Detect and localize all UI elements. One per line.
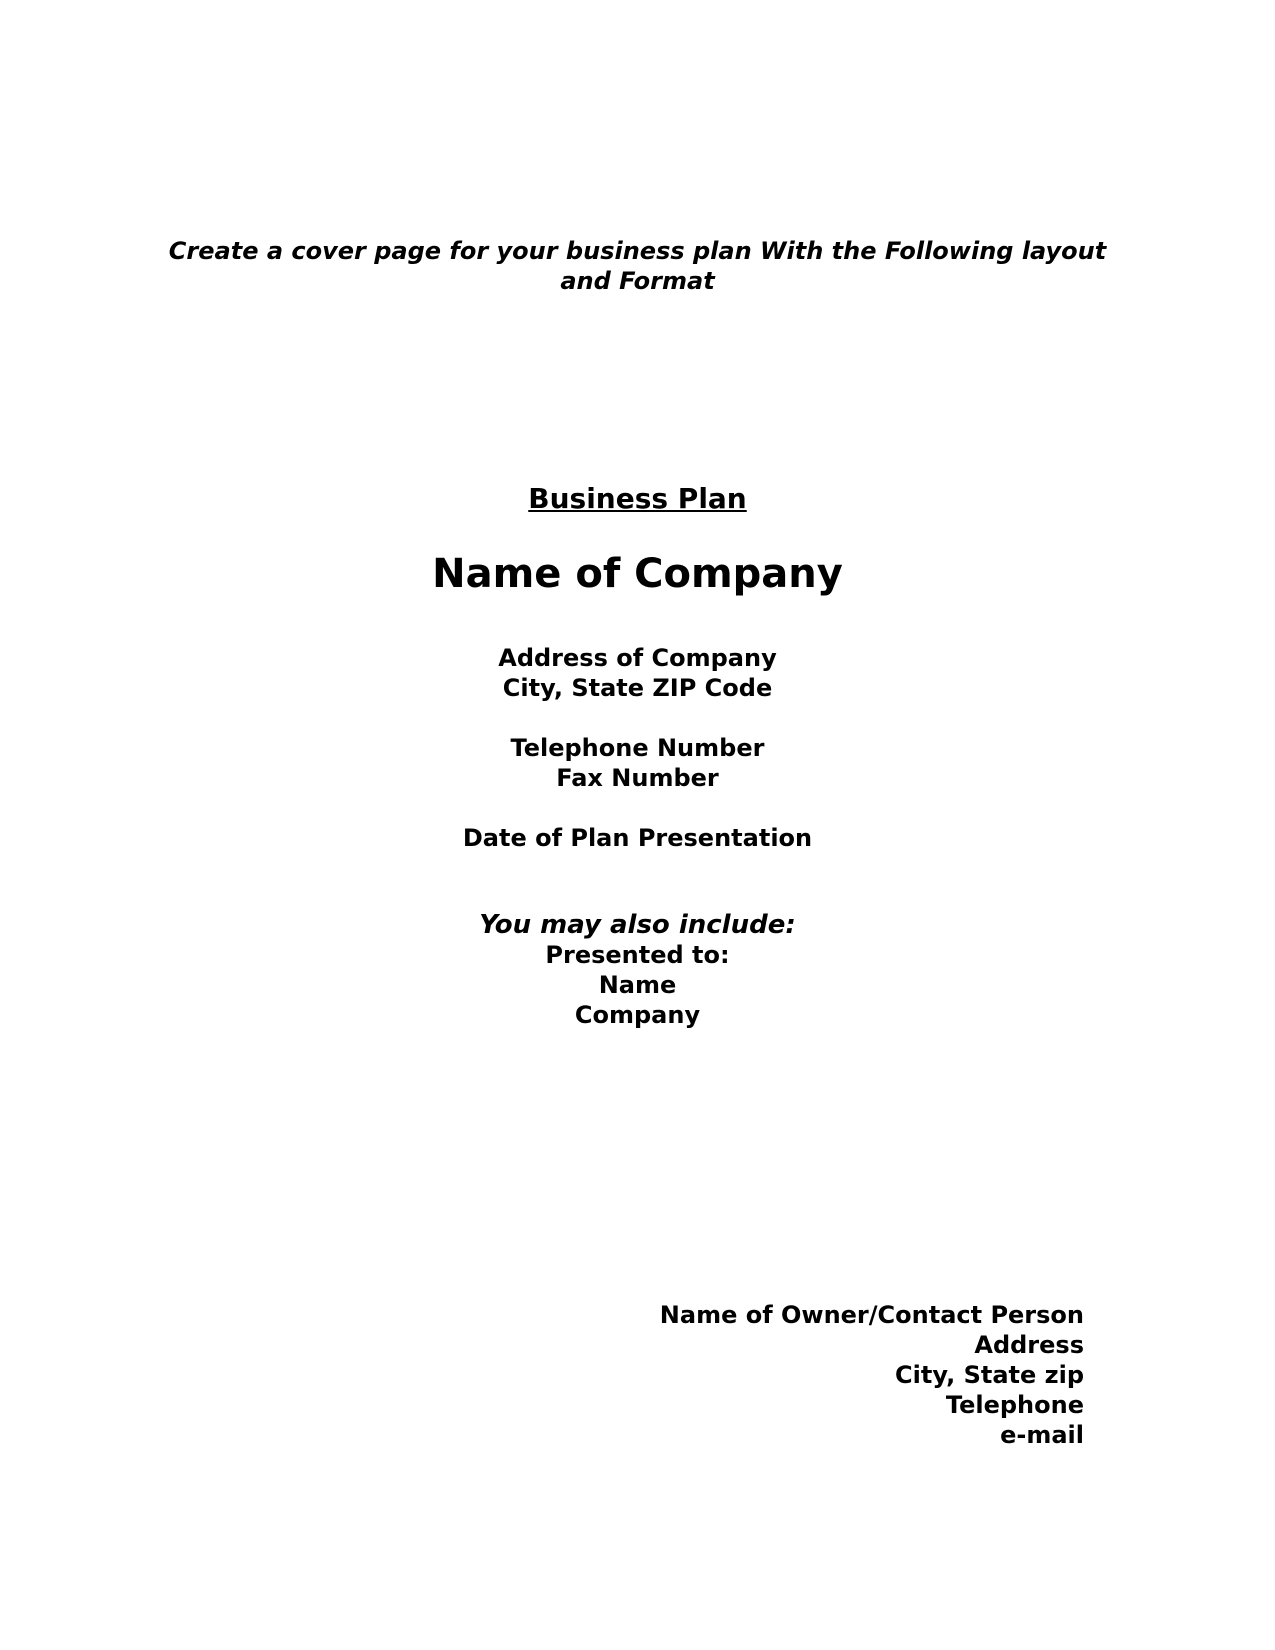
company-address: Address of Company — [498, 644, 777, 672]
company-fax: Fax Number — [556, 764, 719, 792]
company-name-heading: Name of Company — [432, 551, 843, 597]
optional-heading: You may also include: — [479, 910, 796, 940]
owner-telephone: Telephone — [945, 1391, 1084, 1419]
owner-name: Name of Owner/Contact Person — [659, 1301, 1084, 1329]
owner-city-state-zip: City, State zip — [895, 1361, 1084, 1389]
instruction-line-2: and Format — [560, 267, 715, 295]
instruction-text — [160, 236, 1115, 296]
presentation-date: Date of Plan Presentation — [462, 824, 813, 852]
company-city-state-zip: City, State ZIP Code — [502, 674, 773, 702]
presented-to-company: Company — [574, 1001, 701, 1029]
presented-to-name: Name — [598, 971, 677, 999]
presented-to-label: Presented to: — [545, 941, 730, 969]
instruction-line-1: Create a cover page for your business plan With the Following layout — [168, 237, 1107, 265]
company-telephone: Telephone Number — [510, 734, 765, 762]
owner-contact-block — [560, 1300, 1084, 1450]
business-plan-label: Business Plan — [528, 482, 747, 515]
owner-email: e-mail — [1000, 1421, 1084, 1449]
owner-address: Address — [974, 1331, 1084, 1359]
